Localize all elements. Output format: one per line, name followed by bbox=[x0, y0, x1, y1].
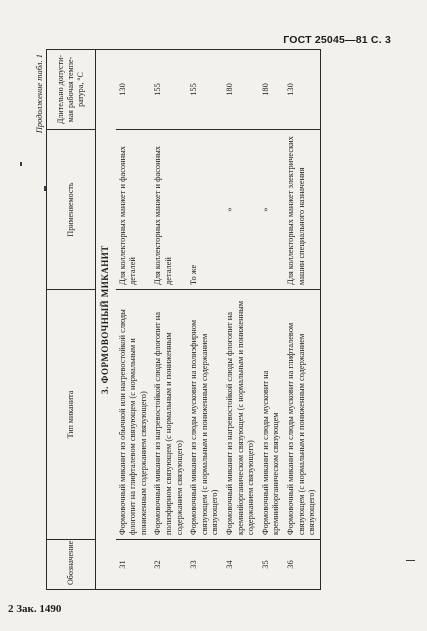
section-title: 3. ФОРМОВОЧНЫЙ МИКАНИТ bbox=[96, 50, 116, 590]
row-type: Формовочный миканит из слюды мусковит на глифталевом связующем (с нормальным и пониженным содержанием связующего) bbox=[284, 290, 320, 540]
page-footer: 2 Зак. 1490 bbox=[8, 603, 62, 615]
header-designation: Обозначение bbox=[47, 540, 96, 590]
row-temperature: 155 bbox=[151, 50, 187, 130]
header-temperature: Длительно допустимая рабочая температура, °С bbox=[47, 50, 96, 130]
row-temperature: 130 bbox=[284, 50, 320, 130]
rotated-table-block bbox=[32, 50, 414, 590]
table-header-row bbox=[47, 50, 96, 590]
row-type: Формовочный миканит из обычной или нагревостойкой слюды флогопит на глифталевом связующем (с нормальным и пониженным содержанием связующего) bbox=[116, 290, 152, 540]
header-application: Применяемость bbox=[47, 130, 96, 290]
row-type: Формовочный миканит из нагревостойкой слюды флогопит на кремнийорганическом связующем (с нормальным и пониженным содержанием связующего) bbox=[223, 290, 259, 540]
table-row bbox=[259, 50, 284, 590]
row-number: 31 bbox=[116, 540, 152, 590]
row-type: Формовочный миканит из слюды мусковит на кремнийорганическом связующем bbox=[259, 290, 284, 540]
row-type: Формовочный миканит из нагревостойкой слюды флогопит на полиэфирном связующем (с нормальным и пониженным содержанием связующего) bbox=[151, 290, 187, 540]
row-type: Формовочный миканит из слюды мусковит на полиэфирном связующем (с нормальным и пониженным содержанием связующего) bbox=[187, 290, 223, 540]
scan-speck bbox=[20, 162, 22, 166]
row-application: То же bbox=[187, 130, 223, 290]
row-temperature: 180 bbox=[223, 50, 259, 130]
row-temperature: 130 bbox=[116, 50, 152, 130]
page-header: ГОСТ 25045—81 С. 3 bbox=[283, 34, 391, 46]
table-row bbox=[151, 50, 187, 590]
row-number: 32 bbox=[151, 540, 187, 590]
row-application: Для коллекторных манжет и фасонных деталей bbox=[151, 130, 187, 290]
table-row bbox=[116, 50, 152, 590]
row-temperature: 180 bbox=[259, 50, 284, 130]
table-row bbox=[223, 50, 259, 590]
table-row bbox=[284, 50, 320, 590]
row-application: Для коллекторных манжет электрических машин специального назначения bbox=[284, 130, 320, 290]
header-type: Тип миканита bbox=[47, 290, 96, 540]
section-row bbox=[96, 50, 116, 590]
table-row bbox=[187, 50, 223, 590]
row-application: » bbox=[223, 130, 259, 290]
row-application: Для коллекторных манжет и фасонных деталей bbox=[116, 130, 152, 290]
row-number: 36 bbox=[284, 540, 320, 590]
mica-table bbox=[46, 49, 321, 590]
row-number: 35 bbox=[259, 540, 284, 590]
row-application: » bbox=[259, 130, 284, 290]
row-number: 33 bbox=[187, 540, 223, 590]
row-number: 34 bbox=[223, 540, 259, 590]
table-continuation-label: Продолжение табл. 1 bbox=[34, 54, 44, 134]
row-temperature: 155 bbox=[187, 50, 223, 130]
